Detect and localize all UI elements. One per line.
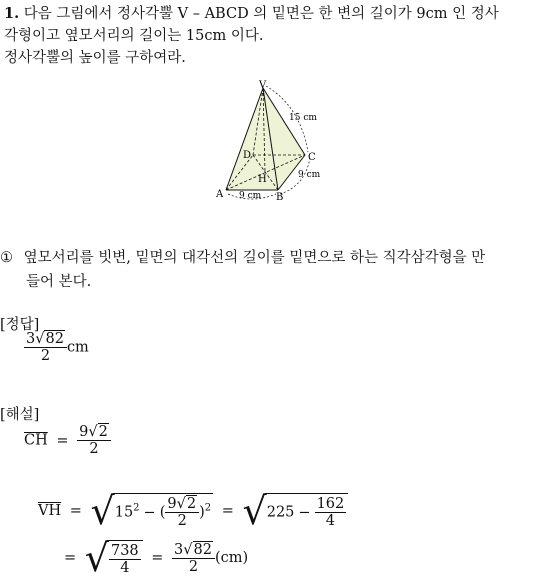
answer-heading-text: [정답] bbox=[0, 317, 40, 333]
vh-sqrt-1-body bbox=[113, 493, 213, 529]
vh-result-sqrt: √82 bbox=[183, 541, 212, 558]
hint-text-1: 옆모서리를 빗변, 밑면의 대각선의 길이를 밑면으로 하는 직각삼각형을 만 bbox=[23, 250, 486, 266]
problem-text-1: 다음 그림에서 정사각뿔 V – ABCD 의 밑면은 한 변의 길이가 9cm 인 정사 bbox=[23, 6, 499, 22]
vh-term2: 225 bbox=[266, 504, 295, 521]
vh-result-coef: 3 bbox=[174, 541, 184, 558]
answer-coef: 3 bbox=[26, 331, 36, 347]
label-d: D bbox=[243, 150, 252, 161]
vh-close-paren: ) bbox=[199, 504, 205, 521]
ch-sqrt: √2 bbox=[88, 424, 108, 440]
vh-result-fraction bbox=[172, 542, 215, 575]
label-b: B bbox=[276, 192, 284, 203]
problem-number: 1. bbox=[4, 5, 20, 22]
vh-open-paren: ( bbox=[159, 504, 166, 521]
pyramid-figure bbox=[0, 76, 535, 206]
answer-unit: cm bbox=[66, 339, 89, 356]
vh-inner-sqrt: √2 bbox=[176, 496, 197, 512]
vh-sqrt-3-body bbox=[107, 540, 143, 576]
vh-fraction-738 bbox=[109, 543, 141, 576]
answer-expression bbox=[24, 331, 89, 364]
answer-fraction bbox=[24, 331, 67, 364]
explanation-heading-text: [해설] bbox=[0, 407, 40, 423]
label-c: C bbox=[308, 152, 316, 163]
vh-fraction-162 bbox=[315, 496, 347, 529]
vh-result-unit: (cm) bbox=[214, 550, 249, 566]
vh-minus2: − bbox=[298, 504, 311, 521]
vh-minus1: − bbox=[143, 504, 156, 521]
ch-numerator bbox=[77, 424, 111, 440]
vh-sqrt-2 bbox=[242, 489, 349, 533]
vh-lhs: $\overline{VH}$ bbox=[38, 503, 62, 519]
vh-inner-coef: 9 bbox=[167, 496, 177, 512]
vh-equation-2 bbox=[64, 536, 249, 580]
hint-line-1 bbox=[0, 246, 485, 267]
vh-result-numerator bbox=[172, 542, 215, 558]
vh-result-denominator: 2 bbox=[172, 558, 215, 575]
answer-sqrt: √82 bbox=[35, 331, 64, 347]
sqrt-sign-icon: √ bbox=[242, 489, 267, 533]
answer-radicand: 82 bbox=[45, 331, 64, 347]
vh-fraction-162-num: 162 bbox=[316, 496, 345, 512]
label-h: H bbox=[258, 174, 267, 185]
vh-inner-numerator bbox=[165, 496, 199, 512]
label-9cm-front: 9 cm bbox=[239, 191, 262, 201]
ch-fraction bbox=[77, 424, 111, 457]
problem-line-3 bbox=[4, 46, 186, 67]
problem-text-3: 정사각뿔의 높이를 구하여라. bbox=[4, 50, 186, 66]
vh-eq1: = bbox=[69, 503, 82, 519]
vh-eq4: = bbox=[151, 550, 164, 566]
ch-coef: 9 bbox=[79, 424, 89, 440]
ch-radicand: 2 bbox=[98, 424, 108, 440]
ch-equation bbox=[24, 424, 111, 457]
ch-denominator: 2 bbox=[77, 440, 111, 457]
vh-result-radicand: 82 bbox=[193, 541, 212, 558]
vh-inner-fraction bbox=[165, 496, 199, 529]
ch-lhs: $\overline{CH}$ bbox=[24, 432, 48, 449]
vh-fraction-738-num: 738 bbox=[110, 543, 139, 559]
vh-sqrt-2-body bbox=[265, 493, 349, 529]
hint-line-2 bbox=[26, 270, 91, 291]
problem-line-1 bbox=[4, 2, 499, 23]
answer-numerator bbox=[24, 331, 67, 347]
sqrt-sign-icon: √ bbox=[90, 489, 115, 533]
label-9cm-right: 9 cm bbox=[298, 170, 321, 180]
vh-eq2: = bbox=[221, 503, 234, 519]
vh-square-2: 2 bbox=[204, 502, 212, 514]
vh-term1: 15 bbox=[114, 504, 134, 521]
hint-marker: ① bbox=[0, 250, 13, 266]
vh-equation-1 bbox=[38, 489, 348, 533]
vh-eq3: = bbox=[64, 550, 77, 566]
vh-fraction-162-den: 4 bbox=[315, 512, 347, 529]
vh-inner-radicand: 2 bbox=[186, 496, 197, 512]
sqrt-sign-icon: √ bbox=[84, 536, 109, 580]
label-a: A bbox=[216, 189, 224, 200]
vh-sqrt-1 bbox=[90, 489, 214, 533]
vh-inner-denominator: 2 bbox=[165, 512, 199, 529]
vh-square-1: 2 bbox=[133, 502, 140, 514]
vh-fraction-738-den: 4 bbox=[109, 559, 141, 576]
label-v: V bbox=[259, 80, 267, 91]
label-15cm: 15 cm bbox=[289, 113, 317, 123]
explanation-heading bbox=[0, 403, 39, 424]
ch-eq: = bbox=[56, 432, 69, 449]
answer-denominator: 2 bbox=[24, 347, 67, 364]
hint-text-2: 들어 본다. bbox=[26, 274, 92, 290]
problem-text-2: 각형이고 옆모서리의 길이는 15cm 이다. bbox=[4, 28, 264, 44]
problem-line-2 bbox=[4, 24, 263, 45]
vh-sqrt-3 bbox=[84, 536, 143, 580]
